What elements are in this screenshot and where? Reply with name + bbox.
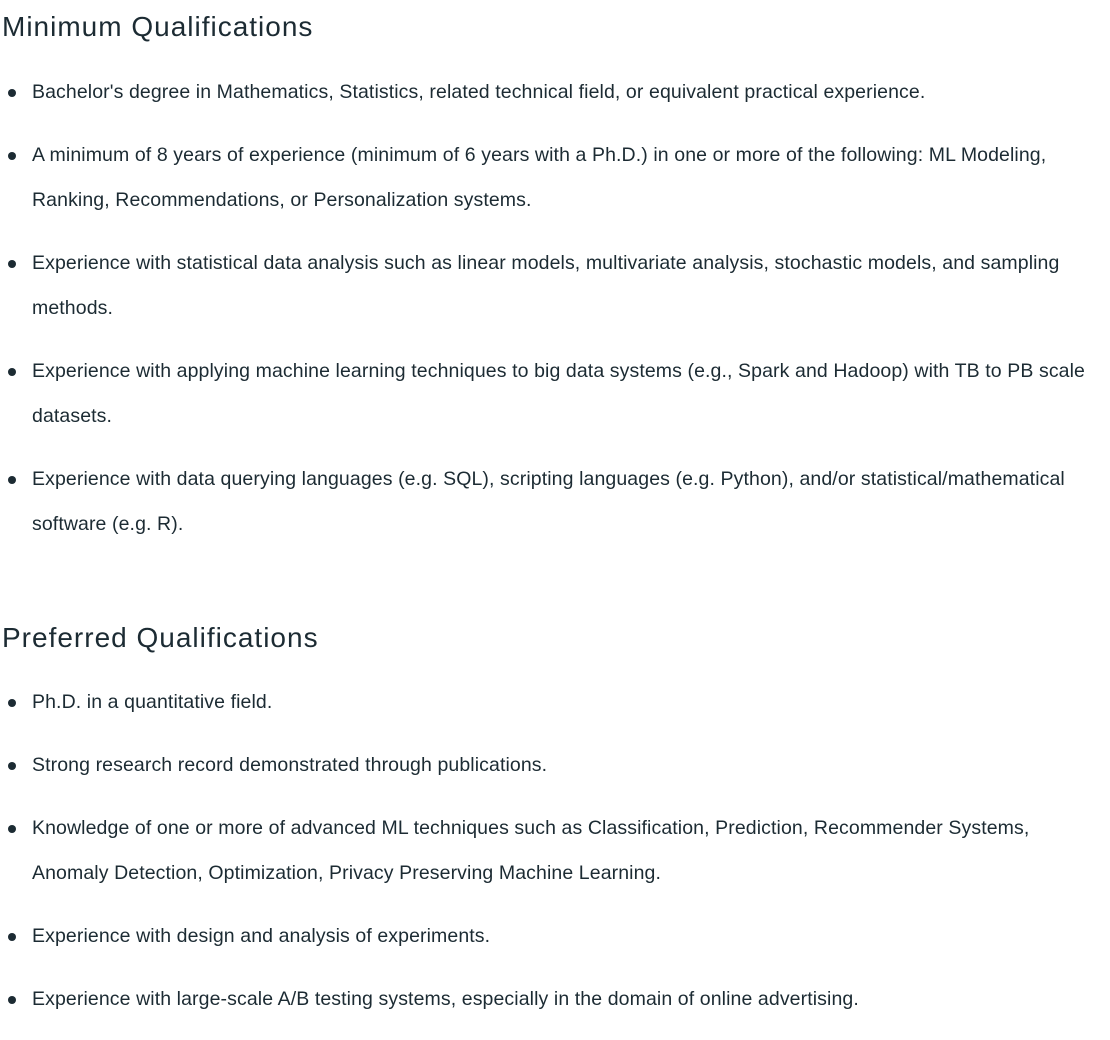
- minimum-qualifications-section: [0, 7, 1110, 565]
- bullet-icon: [8, 933, 16, 941]
- bullet-icon: [8, 762, 16, 770]
- bullet-icon: [8, 368, 16, 376]
- preferred-qualifications-section: [0, 618, 1110, 1040]
- list-item: [0, 743, 1110, 788]
- list-item: [0, 806, 1110, 896]
- preferred-qualifications-list: [0, 680, 1110, 1022]
- bullet-icon: [8, 699, 16, 707]
- bullet-icon: [8, 260, 16, 268]
- section-title-minimum: Minimum Qualifications: [2, 11, 314, 42]
- list-item: [0, 241, 1110, 331]
- list-item-text: Knowledge of one or more of advanced ML techniques such as Classification, Prediction, Recommender Systems, Anomaly Detection, Optimization, Privacy Preserving Machine Learning.: [32, 817, 1030, 884]
- list-item: [0, 349, 1110, 439]
- list-item-text: Experience with statistical data analysis such as linear models, multivariate analysis, stochastic models, and sampling methods.: [32, 252, 1060, 319]
- list-item: [0, 914, 1110, 959]
- list-item-text: Bachelor's degree in Mathematics, Statistics, related technical field, or equivalent practical experience.: [32, 81, 926, 103]
- list-item-text: Strong research record demonstrated through publications.: [32, 754, 548, 776]
- list-item-text: Experience with design and analysis of experiments.: [32, 925, 491, 947]
- bullet-icon: [8, 152, 16, 160]
- list-item-text: Experience with data querying languages (e.g. SQL), scripting languages (e.g. Python), and/or statistical/mathematical software (e.g. R).: [32, 468, 1065, 535]
- list-item-text: Ph.D. in a quantitative field.: [32, 691, 273, 713]
- minimum-qualifications-list: [0, 70, 1110, 547]
- list-item-text: A minimum of 8 years of experience (minimum of 6 years with a Ph.D.) in one or more of the following: ML Modeling, Ranking, Recommendations, or Personalization systems.: [32, 144, 1047, 211]
- section-title-preferred: Preferred Qualifications: [2, 622, 319, 653]
- list-item: [0, 680, 1110, 725]
- bullet-icon: [8, 825, 16, 833]
- list-item: [0, 457, 1110, 547]
- bullet-icon: [8, 89, 16, 97]
- list-item-text: Experience with applying machine learning techniques to big data systems (e.g., Spark and Hadoop) with TB to PB scale datasets.: [32, 360, 1085, 427]
- bullet-icon: [8, 996, 16, 1004]
- list-item: [0, 133, 1110, 223]
- list-item: [0, 70, 1110, 115]
- list-item-text: Experience with large-scale A/B testing systems, especially in the domain of online advertising.: [32, 988, 859, 1010]
- list-item: [0, 977, 1110, 1022]
- bullet-icon: [8, 476, 16, 484]
